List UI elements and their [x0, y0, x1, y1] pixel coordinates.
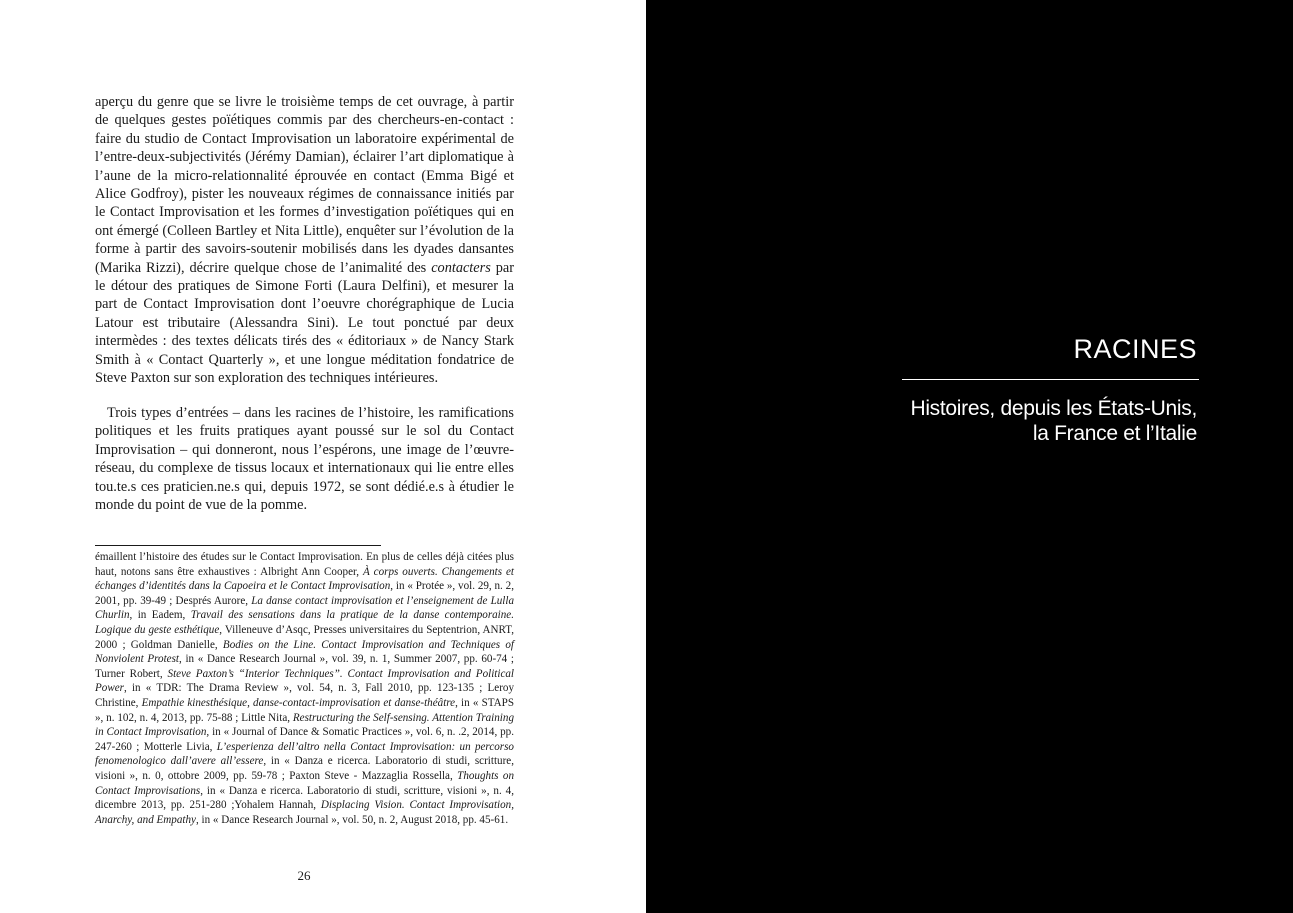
left-page [0, 0, 646, 913]
footnote-run-italic: Steve Paxton’s “Interior Techniques”. Contact Improvisation and Political Power [95, 667, 514, 695]
subtitle-line-2: la France et l’Italie [1032, 422, 1197, 445]
footnote-run: , in « Dance Research Journal », vol. 39, n. 1, Summer 2007, pp. 60-74 ; Turner Robert, [95, 653, 514, 680]
footnote-run: , in Eadem, [129, 609, 191, 622]
subtitle-line-1: Histoires, depuis les États-Unis, [910, 397, 1197, 420]
footnote-run-italic: La danse contact improvisation et l’enseignement de Lulla Churlin [95, 594, 514, 622]
footnote-run-italic: Travail des sensations dans la pratique de la danse contemporaine. Logique du geste esthétique [95, 609, 515, 636]
right-page [646, 0, 1293, 913]
footnote-run: , in « Protée », vol. 29, n. 2, 2001, pp. 39-49 ; Després Aurore, [95, 580, 514, 607]
text-run: aperçu du genre que se livre le troisième temps de cet ouvrage, à partir de quelques gestes poïétiques commis par des chercheurs-en-contact : faire du studio de Contact Improvisation un laboratoire expérimental de l’entre-deux-subjectivités (Jérémy Damian), éclairer l’art diplomatique à l’aune de la micro-relationnalité éprouvée en contact (Emma Bigé et Alice Godfroy), pister les nouveaux régimes de connaissance initiés par le Contact Improvisation et les formes d’investigation poïétiques qui en ont émergé (Colleen Bartley et Nita Little), enquêter sur l’évolution de la forme à partir des savoirs-soutenir mobilisés dans les dyades dansantes (Marika Rizzi), décrire quelque chose de l’animalité des [95, 94, 514, 276]
footnote-run: , in « Danza e ricerca. Laboratorio di studi, scritture, visioni », n. 0, ottobre 2009, pp. 59-78 ; Paxton Steve - Mazzaglia Rossella, [95, 755, 514, 782]
title-divider [902, 379, 1199, 380]
section-subtitle [877, 396, 1197, 446]
footnote-run-italic: Thoughts on Contact Improvisations [95, 769, 515, 797]
footnote-run-italic: Displacing Vision. Contact Improvisation, Anarchy, and Empathy [95, 799, 514, 826]
page-number: 26 [297, 868, 311, 883]
footnote-run-italic: Bodies on the Line. Contact Improvisation and Techniques of Nonviolent Protest [95, 638, 514, 666]
footnote-run: in « Journal of Dance & Somatic Practices », vol. 6, n. .2, 2014, pp. 247-260 ; Motterle Livia, [95, 726, 514, 753]
footnote-run: , in « Danza e ricerca. Laboratorio di studi, scritture, visioni », n. 4, dicembre 2013, pp. 251-280 ;Yohalem Hannah, [95, 784, 514, 812]
footnote-run-italic: L’esperienza dell’altro nella Contact Improvisation: un percorso fenomenologico dall’avere all’essere [95, 740, 514, 768]
footnote-run: émaillent l’histoire des études sur le Contact Improvisation. En plus de celles déjà citées plus haut, notons sans être exhaustives : Albright Ann Cooper, [95, 551, 514, 578]
footnote-run: , in « TDR: The Drama Review », vol. 54, n. 3, Fall 2010, pp. 123-135 ; Leroy Christine, [95, 682, 514, 709]
footnote-separator [95, 545, 381, 546]
footnote-run: , in « STAPS », n. 102, n. 4, 2013, pp. 75-88 ; Little Nita, [95, 696, 514, 724]
text-run: par le détour des pratiques de Simone Forti (Laura Delfini), et mesurer la part de Contact Improvisation dont l’oeuvre chorégraphique de Lucia Latour est tributaire (Alessandra Sini). Le tout ponctué par deux intermèdes : des textes délicats tirés des « éditoriaux » de Nancy Stark Smith à « Contact Quarterly », et une longue méditation fondatrice de Steve Paxton sur son exploration des techniques intérieures. [95, 259, 514, 387]
body-paragraph-2: Trois types d’entrées – dans les racines de l’histoire, les ramifications politiques et les fruits pratiques ayant poussé sur le sol du Contact Improvisation – qui donneront, nous l’espérons, une image de l’œuvre-réseau, du complexe de tissus locaux et internationaux qui lie entre elles tou.te.s ces praticien.ne.s qui, depuis 1972, se sont dédié.e.s à étudier le monde du point de vue de la pomme. [95, 405, 514, 514]
footnote-run-italic: À corps ouverts. Changements et échanges d’identités dans la Capoeira et le Contact Improvisation [95, 565, 514, 593]
footnote-run-italic: Empathie kinesthésique, danse-contact-improvisation et danse-théâtre [141, 696, 456, 709]
footnote-run: , Villeneuve d’Asqc, Presses universitaires du Septentrion, ANRT, 2000 ; Goldman Danielle, [95, 623, 514, 651]
footnote-run: , in « Dance Research Journal », vol. 50, n. 2, August 2018, pp. 45-61. [195, 813, 509, 826]
footnote-run-italic: Restructuring the Self-sensing. Attention Training in Contact Improvisation, [95, 711, 514, 739]
section-title: RACINES [1073, 334, 1197, 364]
footnote-text [95, 550, 514, 827]
body-paragraph-1 [95, 93, 514, 388]
text-run-italic: contacters [431, 259, 491, 276]
